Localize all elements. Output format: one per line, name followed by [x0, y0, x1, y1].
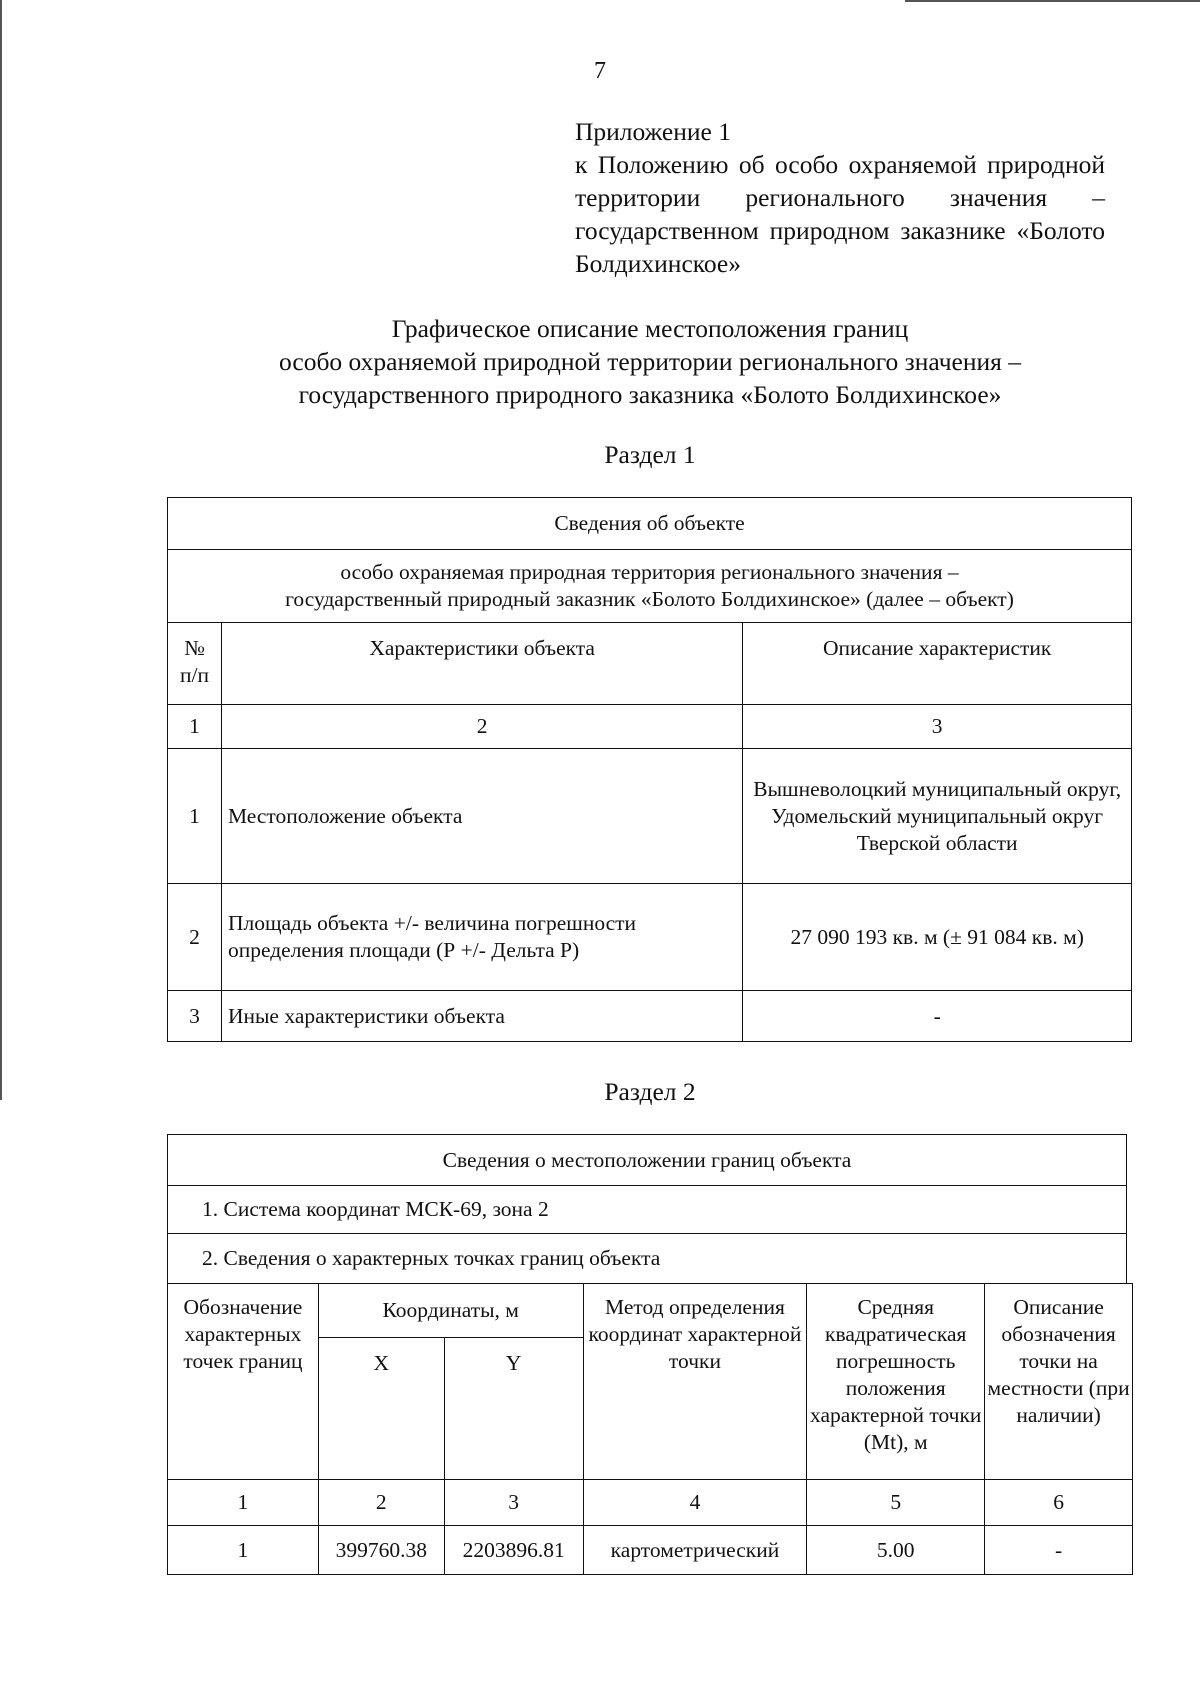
object-name-cell [168, 550, 1132, 623]
table-row [168, 749, 1132, 884]
row-characteristic: Площадь объекта +/- величина погрешности определения площади (Р +/- Дельта Р) [221, 884, 742, 991]
row-characteristic: Местоположение объекта [221, 749, 742, 884]
table-row [168, 991, 1132, 1042]
appendix-title: Приложение 1 [575, 117, 731, 146]
header-description: Описание характеристик [743, 623, 1132, 705]
scan-edge-line [0, 0, 2, 1100]
row-number: 3 [168, 991, 222, 1042]
header-mean-error: Средняя квадратическая погрешность положения характерной точки (Mt), м [807, 1284, 985, 1480]
row-description: Вышневолоцкий муниципальный округ, Удомельский муниципальный округ Тверской области [743, 749, 1132, 884]
point-description: - [985, 1526, 1133, 1575]
point-x: 399760.38 [318, 1526, 444, 1575]
row-number: 1 [168, 749, 222, 884]
appendix-reference: к Положению об особо охраняемой природной территории регионального значения – государственном природном заказнике «Болото Болдихинское» [575, 150, 1105, 278]
boundary-info-table [167, 1134, 1127, 1284]
table-caption: Сведения об объекте [168, 498, 1132, 550]
document-title [0, 312, 1200, 411]
column-number-1: 1 [168, 705, 222, 749]
column-number-5: 5 [807, 1480, 985, 1526]
appendix-header [575, 115, 1105, 280]
column-number-3: 3 [444, 1480, 583, 1526]
scan-top-line [905, 0, 1200, 2]
row-number: 2 [168, 884, 222, 991]
column-number-3: 3 [743, 705, 1132, 749]
column-number-4: 4 [583, 1480, 807, 1526]
column-number-1: 1 [168, 1480, 319, 1526]
point-y: 2203896.81 [444, 1526, 583, 1575]
column-number-6: 6 [985, 1480, 1133, 1526]
row-description: 27 090 193 кв. м (± 91 084 кв. м) [743, 884, 1132, 991]
table-row [168, 884, 1132, 991]
header-point-description: Описание обозначения точки на местности (при наличии) [985, 1284, 1133, 1480]
column-number-2: 2 [318, 1480, 444, 1526]
point-method: картометрический [583, 1526, 807, 1575]
section-2-heading: Раздел 2 [604, 1077, 696, 1106]
point-error: 5.00 [807, 1526, 985, 1575]
section-1-heading: Раздел 1 [604, 440, 696, 469]
row-description: - [743, 991, 1132, 1042]
header-point-designation: Обозначение характерных точек границ [168, 1284, 319, 1480]
header-x: X [318, 1338, 444, 1480]
title-line-2: особо охраняемой природной территории регионального значения – [279, 347, 1021, 376]
object-info-table [167, 497, 1132, 1042]
boundary-points-table [167, 1283, 1133, 1575]
points-info-heading: 2. Сведения о характерных точках границ объекта [168, 1234, 1127, 1284]
table-caption: Сведения о местоположении границ объекта [168, 1135, 1127, 1186]
header-method: Метод определения координат характерной точки [583, 1284, 807, 1480]
column-number-2: 2 [221, 705, 742, 749]
header-coordinates: Координаты, м [318, 1284, 583, 1338]
title-line-1: Графическое описание местоположения границ [391, 314, 909, 343]
object-name-line-2: государственный природный заказник «Болото Болдихинское» (далее – объект) [285, 587, 1014, 611]
object-name-line-1: особо охраняемая природная территория регионального значения – [340, 560, 959, 584]
table-row [168, 1526, 1133, 1575]
coordinate-system: 1. Система координат МСК-69, зона 2 [168, 1186, 1127, 1234]
header-number: № п/п [168, 623, 222, 705]
row-characteristic: Иные характеристики объекта [221, 991, 742, 1042]
page-number: 7 [594, 58, 606, 84]
point-id: 1 [168, 1526, 319, 1575]
header-y: Y [444, 1338, 583, 1480]
header-characteristics: Характеристики объекта [221, 623, 742, 705]
title-line-3: государственного природного заказника «Болото Болдихинское» [298, 380, 1002, 409]
